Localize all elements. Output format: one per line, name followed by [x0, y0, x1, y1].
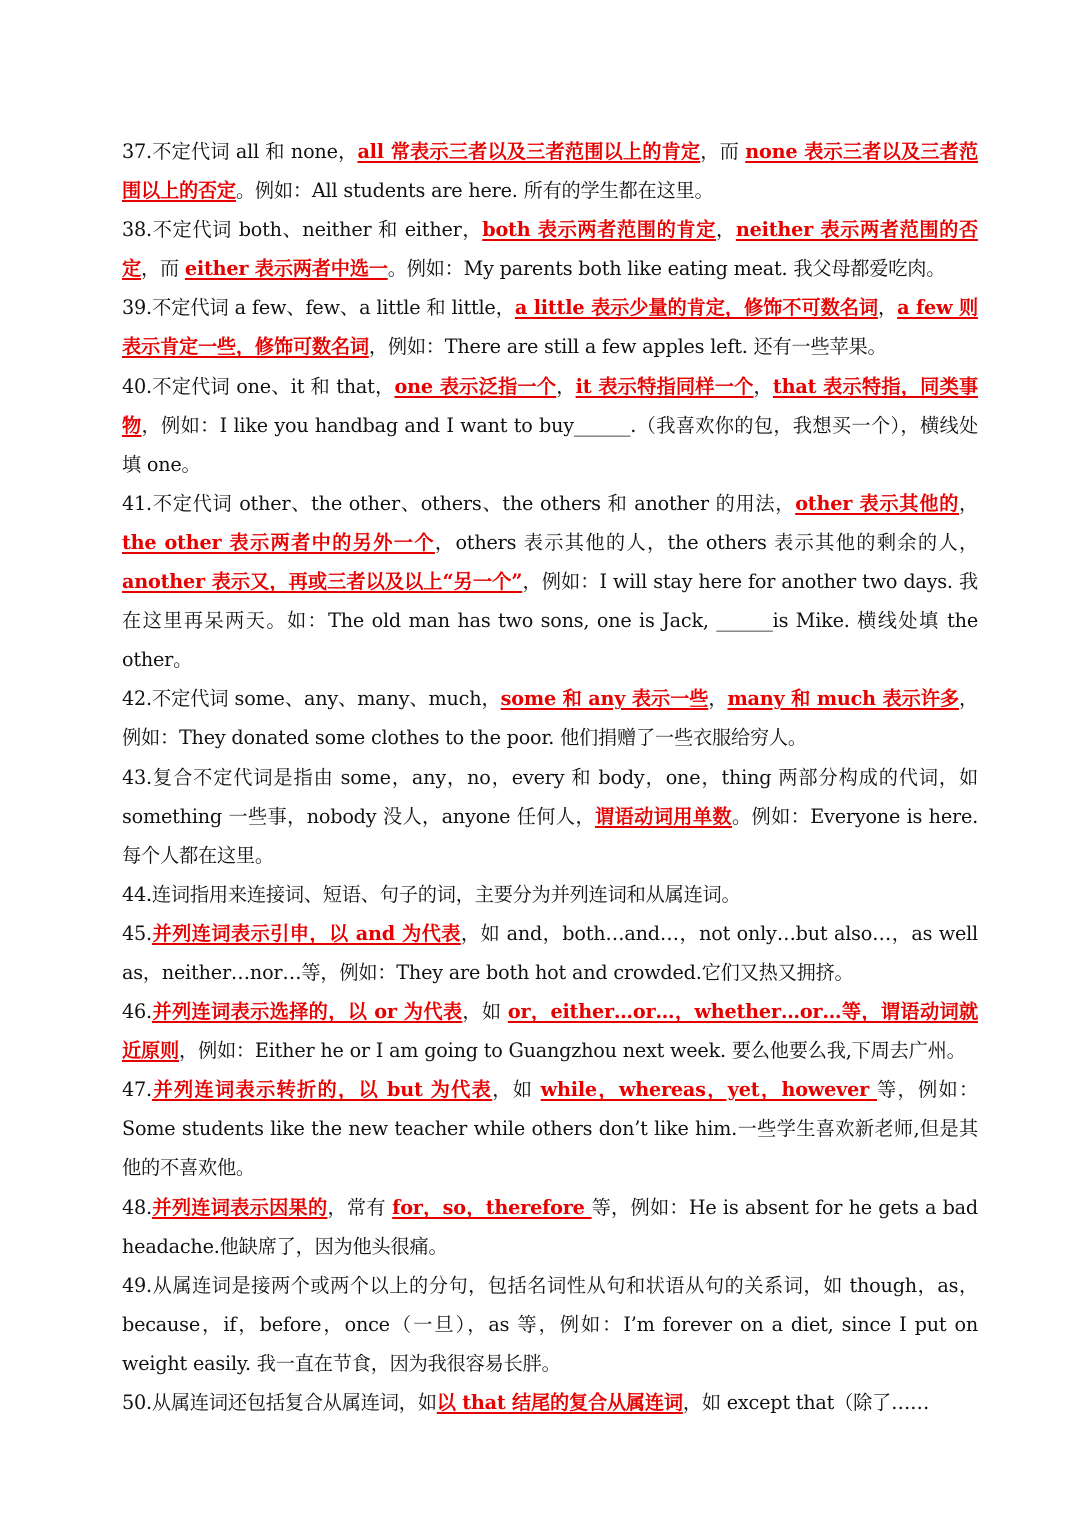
- paragraph-50: [122, 1383, 978, 1422]
- paragraph-44: [122, 875, 978, 914]
- highlighted-rule: one 表示泛指一个: [394, 374, 557, 398]
- highlighted-rule: the other 表示两者中的另外一个: [122, 530, 435, 554]
- text-segment: ，例如：Either he or I am going to Guangzhou next week. 要么他要么我,下周去广州。: [178, 1039, 966, 1063]
- highlighted-rule: a few 则表示肯定一些，修饰可数名词: [122, 296, 978, 359]
- highlighted-rule: all 常表示三者以及三者范围以上的肯定: [357, 140, 701, 163]
- text-segment: 。例如：My parents both like eating meat. 我父母都爱吃肉。: [387, 257, 946, 281]
- paragraph-43: [122, 758, 978, 875]
- paragraph-37: [122, 132, 978, 210]
- highlighted-rule: neither 表示两者范围的否定: [122, 218, 978, 281]
- paragraph-39: [122, 288, 978, 366]
- text-segment: 39.不定代词 a few、few、a little 和 little，: [122, 296, 515, 320]
- paragraph-41: [122, 484, 978, 679]
- text-segment: ，: [556, 374, 576, 398]
- text-segment: 38.不定代词 both、neither 和 either，: [122, 218, 483, 242]
- text-segment: 等，例如：Some students like the new teacher while others don’t like him.一些学生喜欢新老师,但是其他的不喜欢他。: [122, 1078, 979, 1180]
- highlighted-rule: 谓语动词用单数: [595, 804, 732, 828]
- text-segment: ，而: [700, 140, 746, 163]
- paragraph-45: [122, 914, 978, 992]
- text-segment: 49.从属连词是接两个或两个以上的分句，包括名词性从句和状语从句的关系词，如 though，as，because，if，before，once（一旦），as 等，例如：I’m forever on a diet, since I put on weight easily. 我一直在节食，因为我很容易长胖。: [122, 1273, 978, 1375]
- highlighted-rule: or，either…or…，whether…or…等，谓语动词就近原则: [122, 1000, 978, 1063]
- highlighted-rule: none 表示三者以及三者范围以上的否定: [122, 140, 978, 203]
- document-page: [122, 132, 978, 1422]
- highlighted-rule: while，whereas，yet，however: [540, 1078, 877, 1102]
- highlighted-rule: 并列连词表示因果的: [151, 1195, 328, 1219]
- text-segment: ，例如：There are still a few apples left. 还有一些苹果。: [368, 335, 887, 359]
- text-segment: 等，例如：He is absent for he gets a bad headache.他缺席了，因为他头很痛。: [122, 1195, 979, 1258]
- text-segment: 46.: [122, 1000, 152, 1024]
- highlighted-rule: 并列连词表示选择的，以 or 为代表: [151, 1000, 463, 1024]
- highlighted-rule: other 表示其他的: [795, 491, 959, 515]
- text-segment: ，例如：They donated some clothes to the poor. 他们捐赠了一些衣服给穷人。: [122, 687, 978, 750]
- text-segment: ，而: [141, 257, 185, 281]
- highlighted-rule: for，so，therefore: [392, 1195, 592, 1219]
- text-segment: ，例如：I like you handbag and I want to buy______.（我喜欢你的包，我想买一个），横线处填 one。: [122, 413, 978, 476]
- text-segment: 44.连词指用来连接词、短语、句子的词，主要分为并列连词和从属连词。: [122, 882, 741, 906]
- highlighted-rule: it 表示特指同样一个: [575, 374, 754, 398]
- highlighted-rule: 并列连词表示引申，以 and 为代表: [151, 921, 461, 945]
- highlighted-rule: both 表示两者范围的肯定: [482, 218, 717, 242]
- text-segment: ，others 表示其他的人，the others 表示其他的剩余的人，: [434, 530, 978, 554]
- text-segment: ，: [959, 491, 978, 515]
- highlighted-rule: 以 that 结尾的复合从属连词: [436, 1391, 683, 1414]
- paragraph-49: [122, 1266, 978, 1383]
- highlighted-rule: some 和 any 表示一些: [500, 687, 709, 711]
- paragraph-48: [122, 1188, 978, 1266]
- highlighted-rule: that 表示特指，同类事物: [122, 374, 978, 437]
- text-segment: ，如: [462, 1000, 508, 1024]
- text-segment: 37.不定代词 all 和 none，: [122, 140, 358, 163]
- text-segment: ，例如：I will stay here for another two days. 我在这里再呆两天。如：The old man has two sons, one is Jack, ______is Mike. 横线处填 the other。: [122, 570, 978, 672]
- text-segment: 。例如：All students are here. 所有的学生都在这里。: [235, 179, 714, 203]
- highlighted-rule: a little 表示少量的肯定，修饰不可数名词: [514, 296, 878, 320]
- text-segment: ，: [716, 218, 736, 242]
- text-segment: 41.不定代词 other、the other、others、the others 和 another 的用法，: [122, 491, 796, 515]
- highlighted-rule: either 表示两者中选一: [184, 257, 388, 281]
- text-segment: ，: [753, 374, 773, 398]
- text-segment: 40.不定代词 one、it 和 that，: [122, 374, 395, 398]
- text-segment: 47.: [122, 1078, 152, 1102]
- paragraph-40: [122, 367, 978, 484]
- highlighted-rule: 并列连词表示转折的，以 but 为代表: [151, 1078, 493, 1102]
- text-segment: 48.: [122, 1195, 152, 1219]
- text-segment: ，: [708, 687, 728, 711]
- text-segment: ，如 and，both…and…，not only…but also…，as well as，neither…nor…等，例如：They are both hot and crowded.它们又热又拥挤。: [122, 921, 978, 984]
- highlighted-rule: many 和 much 表示许多: [727, 687, 959, 711]
- text-segment: ，如: [492, 1078, 541, 1102]
- highlighted-rule: another 表示又，再或三者以及以上“另一个”: [122, 570, 523, 594]
- text-segment: 43.复合不定代词是指由 some，any，no，every 和 body，one，thing 两部分构成的代词，如 something 一些事，nobody 没人，anyone 任何人，: [122, 765, 978, 828]
- paragraph-46: [122, 992, 978, 1070]
- paragraph-42: [122, 679, 978, 757]
- text-segment: ，常有: [327, 1195, 393, 1219]
- paragraph-38: [122, 210, 978, 288]
- text-segment: 。例如：Everyone is here. 每个人都在这里。: [122, 804, 978, 867]
- text-segment: ，: [878, 296, 898, 320]
- text-segment: 50.从属连词还包括复合从属连词，如: [122, 1391, 437, 1414]
- text-segment: 42.不定代词 some、any、many、much，: [122, 687, 501, 711]
- text-segment: ，如 except that（除了……: [682, 1391, 930, 1414]
- paragraph-47: [122, 1070, 978, 1187]
- text-segment: 45.: [122, 921, 152, 945]
